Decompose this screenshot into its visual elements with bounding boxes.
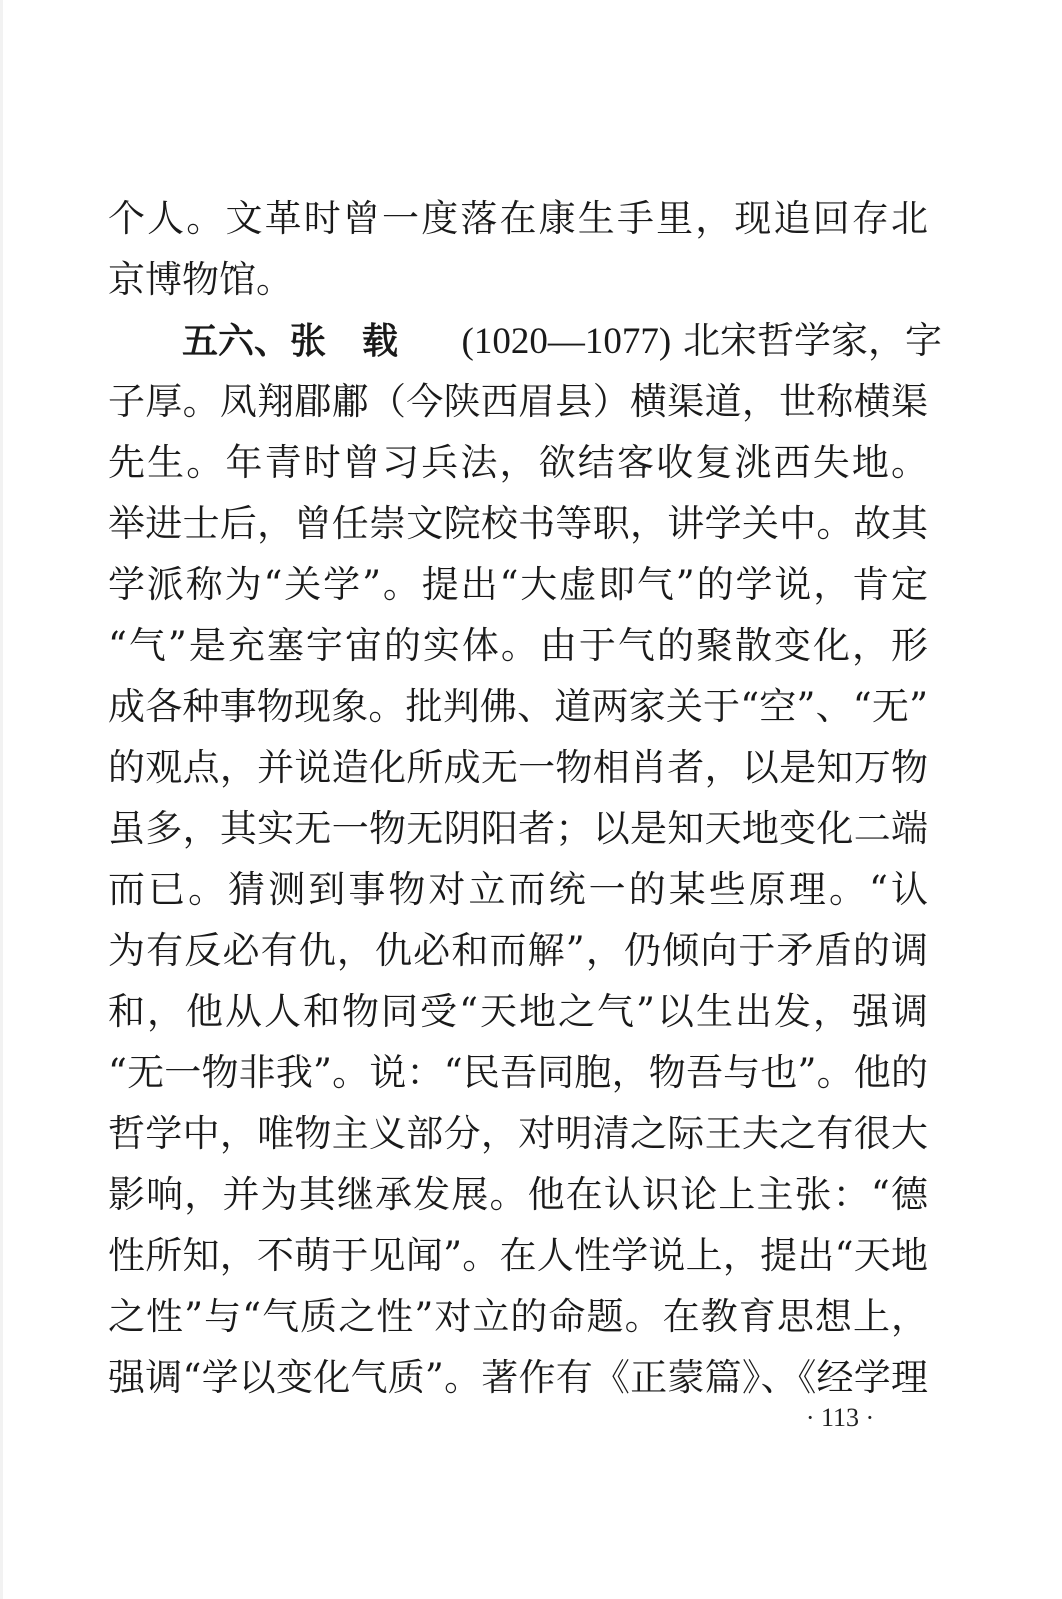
text-line: 影响，并为其继承发展。他在认识论上主张：“德	[108, 1173, 928, 1216]
text-line: 先生。年青时曾习兵法，欲结客收复洮西失地。	[108, 441, 928, 484]
text-line: 哲学中，唯物主义部分，对明清之际王夫之有很大	[108, 1112, 928, 1155]
text-line: “气”是充塞宇宙的实体。由于气的聚散变化，形	[108, 624, 928, 667]
entry-title: 五六、张 载	[182, 321, 399, 362]
text-line: 学派称为“关学”。提出“大虚即气”的学说，肯定	[108, 563, 928, 606]
text-line: 京博物馆。	[108, 258, 293, 301]
text-line: 为有反必有仇，仇必和而解”，仍倾向于矛盾的调	[108, 929, 928, 972]
text-line: 的观点，并说造化所成无一物相肖者，以是知万物	[108, 746, 928, 789]
text-line: 性所知，不萌于见闻”。在人性学说上，提出“天地	[108, 1234, 928, 1277]
text-line: 子厚。凤翔郿鄘（今陕西眉县）横渠道，世称横渠	[108, 380, 928, 423]
text-line: 和，他从人和物同受“天地之气”以生出发，强调	[108, 990, 928, 1033]
text-line: “无一物非我”。说：“民吾同胞，物吾与也”。他的	[108, 1051, 928, 1094]
text-line: 虽多，其实无一物无阴阳者；以是知天地变化二端	[108, 807, 928, 850]
text-line: 强调“学以变化气质”。著作有《正蒙篇》、《经学理	[108, 1356, 928, 1399]
entry-heading-line	[108, 310, 942, 371]
page-body-text	[108, 188, 942, 1408]
text-line: 而已。猜测到事物对立而统一的某些原理。“认	[108, 868, 928, 911]
text-line: 之性”与“气质之性”对立的命题。在教育思想上，	[108, 1295, 928, 1338]
text-line: 举进士后，曾任崇文院校书等职，讲学关中。故其	[108, 502, 928, 545]
text-line: 个人。文革时曾一度落在康生手里，现追回存北	[108, 197, 928, 240]
text-line: 成各种事物现象。批判佛、道两家关于“空”、“无”	[108, 685, 928, 728]
page-number: · 113 ·	[805, 1403, 875, 1432]
entry-dates: (1020—1077)	[461, 321, 672, 362]
entry-first-line-text: 北宋哲学家，字	[682, 319, 942, 362]
page-edge-shadow	[0, 0, 3, 1599]
